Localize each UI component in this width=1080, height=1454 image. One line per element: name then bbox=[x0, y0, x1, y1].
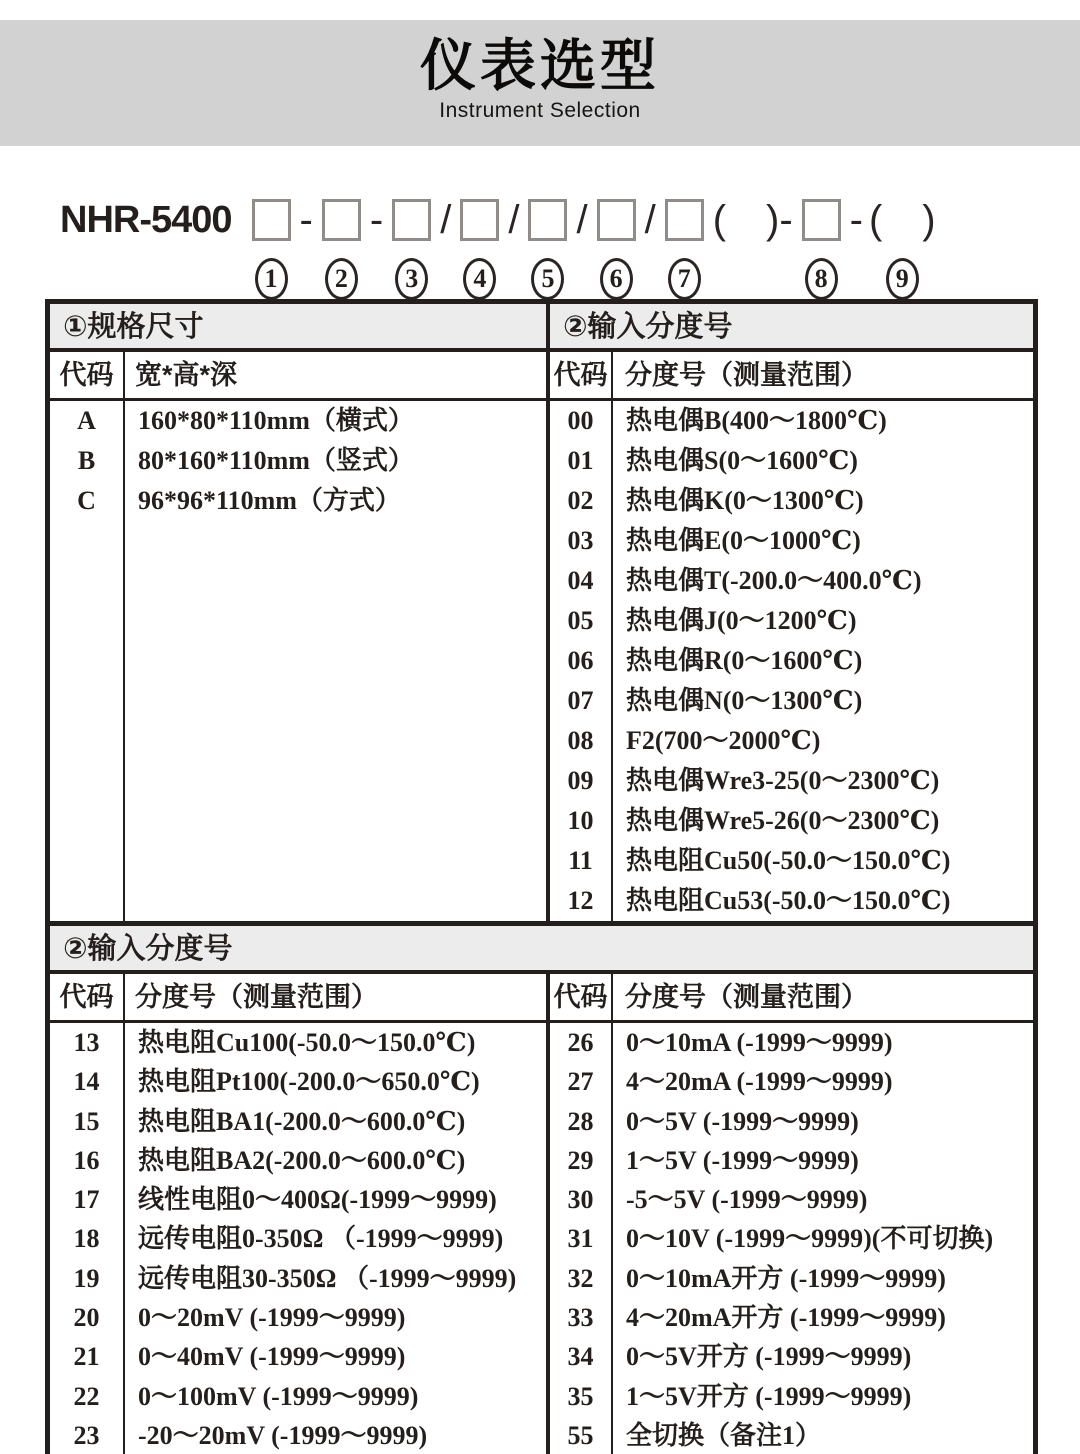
model-separator bbox=[847, 196, 866, 244]
code-cell: 16 bbox=[73, 1145, 100, 1175]
separator-glyph: - bbox=[369, 198, 384, 242]
desc-cell: 全切换（备注1） bbox=[626, 1420, 822, 1450]
model-field-4 bbox=[454, 196, 505, 300]
section1-input-header: ②输入分度号 bbox=[563, 311, 733, 343]
column-header-row bbox=[50, 352, 1033, 401]
code-cell: 30 bbox=[567, 1185, 594, 1215]
code-cell: 26 bbox=[567, 1028, 594, 1057]
code-cell: 08 bbox=[567, 726, 594, 755]
desc-cell: 0～10mA开方 (-1999～9999) bbox=[626, 1263, 946, 1293]
code-cell: 21 bbox=[73, 1342, 100, 1372]
model-field-8 bbox=[796, 196, 847, 300]
code-cell: 32 bbox=[567, 1263, 594, 1293]
desc-cell: 线性电阻0～400Ω(-1999～9999) bbox=[138, 1185, 497, 1215]
circled-number-9: 9 bbox=[886, 258, 919, 300]
desc-cell: 0～10mA (-1999～9999) bbox=[626, 1028, 893, 1057]
col-header-code: 代码 bbox=[550, 352, 613, 398]
desc-cell: 远传电阻0-350Ω （-1999～9999) bbox=[138, 1224, 504, 1254]
model-separator bbox=[710, 196, 796, 244]
table-body bbox=[50, 1023, 1033, 1454]
separator-glyph: - bbox=[849, 198, 863, 242]
code-cell: 01 bbox=[567, 446, 594, 475]
code-cell: A bbox=[77, 406, 96, 435]
model-field-7 bbox=[659, 196, 710, 300]
code-cell: 02 bbox=[567, 486, 594, 515]
circled-number-2: 2 bbox=[325, 258, 358, 300]
separator-glyph: / bbox=[440, 198, 452, 242]
desc-cell: -5～5V (-1999～9999) bbox=[626, 1185, 868, 1215]
desc-column bbox=[125, 401, 546, 922]
desc-cell: 96*96*110mm（方式） bbox=[138, 486, 401, 515]
desc-cell: 热电偶Wre3-25(0～2300℃) bbox=[626, 766, 940, 795]
code-cell: 15 bbox=[73, 1106, 100, 1136]
desc-cell: 0～10V (-1999～9999)(不可切换) bbox=[626, 1224, 994, 1254]
desc-cell: 热电阻Pt100(-200.0～650.0℃) bbox=[138, 1067, 480, 1097]
circled-number-5: 5 bbox=[531, 258, 564, 300]
title-banner bbox=[0, 20, 1080, 146]
col-header-code: 代码 bbox=[50, 352, 125, 398]
col-header-range: 分度号（测量范围） bbox=[125, 974, 550, 1020]
section2-input-header: ②输入分度号 bbox=[63, 933, 233, 965]
field-box bbox=[460, 199, 499, 241]
model-separator bbox=[367, 196, 386, 244]
code-cell: 09 bbox=[567, 766, 594, 795]
column-header-row bbox=[50, 974, 1033, 1023]
selection-table-top bbox=[45, 299, 1038, 927]
desc-cell: 热电阻Cu50(-50.0～150.0℃) bbox=[626, 846, 951, 875]
code-column bbox=[550, 1023, 613, 1454]
desc-cell: 热电偶J(0～1200℃) bbox=[626, 606, 857, 635]
model-separator bbox=[505, 196, 522, 244]
desc-cell: 热电偶S(0～1600℃) bbox=[626, 446, 858, 475]
page-title: 仪表选型 bbox=[420, 34, 660, 97]
desc-cell: 热电偶R(0～1600℃) bbox=[626, 646, 863, 675]
code-cell: 20 bbox=[73, 1303, 100, 1333]
spec-size-rows bbox=[50, 401, 550, 922]
field-box bbox=[665, 199, 704, 241]
code-cell: 28 bbox=[567, 1106, 594, 1136]
desc-cell: 热电偶Wre5-26(0～2300℃) bbox=[626, 806, 940, 835]
field-box bbox=[322, 199, 361, 241]
field-box bbox=[392, 199, 431, 241]
desc-cell: 热电阻Cu100(-50.0～150.0℃) bbox=[138, 1028, 476, 1057]
desc-cell: 热电偶T(-200.0～400.0℃) bbox=[626, 566, 922, 595]
desc-cell: 0～40mV (-1999～9999) bbox=[138, 1342, 406, 1372]
desc-cell: 热电阻BA1(-200.0～600.0℃) bbox=[138, 1106, 466, 1136]
model-code-line bbox=[60, 196, 939, 300]
desc-cell: 0～5V开方 (-1999～9999) bbox=[626, 1342, 912, 1372]
code-cell: 31 bbox=[567, 1224, 594, 1254]
page-subtitle: Instrument Selection bbox=[439, 99, 641, 123]
separator-glyph: / bbox=[576, 198, 588, 242]
model-prefix: NHR-5400 bbox=[60, 199, 232, 241]
col-header-code: 代码 bbox=[550, 974, 613, 1020]
model-separator bbox=[642, 196, 659, 244]
desc-cell: 远传电阻30-350Ω （-1999～9999) bbox=[138, 1263, 517, 1293]
code-cell: 00 bbox=[567, 406, 594, 435]
col-header-range: 分度号（测量范围） bbox=[625, 360, 868, 390]
code-cell: 03 bbox=[567, 526, 594, 555]
table-body bbox=[50, 401, 1033, 922]
model-paren-field bbox=[866, 196, 939, 300]
field-box bbox=[252, 199, 291, 241]
desc-cell: -20～20mV (-1999～9999) bbox=[138, 1420, 428, 1450]
desc-cell: 热电偶K(0～1300℃) bbox=[626, 486, 864, 515]
field-box bbox=[597, 199, 636, 241]
circled-number-1: 1 bbox=[255, 258, 288, 300]
code-cell: C bbox=[77, 486, 96, 515]
model-field-5 bbox=[522, 196, 573, 300]
code-cell: 23 bbox=[73, 1420, 100, 1450]
code-cell: B bbox=[77, 446, 96, 475]
field-box bbox=[802, 199, 841, 241]
paren-glyph: ( ) bbox=[868, 198, 936, 242]
model-separator bbox=[573, 196, 590, 244]
desc-cell: 80*160*110mm（竖式） bbox=[138, 446, 414, 475]
code-cell: 10 bbox=[567, 806, 594, 835]
model-separator bbox=[437, 196, 454, 244]
desc-cell: 1～5V (-1999～9999) bbox=[626, 1145, 859, 1175]
separator-glyph: / bbox=[508, 198, 520, 242]
desc-cell: 热电偶E(0～1000℃) bbox=[626, 526, 861, 555]
selection-table-bottom bbox=[45, 921, 1038, 1454]
circled-number-6: 6 bbox=[600, 258, 633, 300]
model-field-1 bbox=[246, 196, 297, 300]
code-cell: 33 bbox=[567, 1303, 594, 1333]
desc-cell: 热电阻Cu53(-50.0～150.0℃) bbox=[626, 886, 951, 915]
code-cell: 14 bbox=[73, 1067, 100, 1097]
desc-cell: 160*80*110mm（横式） bbox=[138, 406, 414, 435]
code-cell: 29 bbox=[567, 1145, 594, 1175]
circled-number-3: 3 bbox=[395, 258, 428, 300]
desc-column bbox=[613, 401, 1033, 922]
circled-number-4: 4 bbox=[463, 258, 496, 300]
code-cell: 55 bbox=[567, 1420, 594, 1450]
code-cell: 17 bbox=[73, 1185, 100, 1215]
section1-spec-header: ①规格尺寸 bbox=[50, 304, 550, 348]
code-cell: 13 bbox=[73, 1028, 100, 1057]
desc-cell: F2(700～2000℃) bbox=[626, 726, 821, 755]
code-cell: 06 bbox=[567, 646, 594, 675]
desc-column bbox=[613, 1023, 1033, 1454]
desc-cell: 0～5V (-1999～9999) bbox=[626, 1106, 859, 1136]
separator-glyph: - bbox=[299, 198, 313, 242]
code-column bbox=[50, 1023, 125, 1454]
code-cell: 12 bbox=[567, 886, 594, 915]
model-separator bbox=[297, 196, 316, 244]
col-header-code: 代码 bbox=[50, 974, 125, 1020]
circled-number-8: 8 bbox=[805, 258, 838, 300]
code-cell: 35 bbox=[567, 1381, 594, 1411]
desc-cell: 热电偶B(400～1800℃) bbox=[626, 406, 887, 435]
model-field-3 bbox=[386, 196, 437, 300]
code-cell: 19 bbox=[73, 1263, 100, 1293]
code-cell: 11 bbox=[568, 846, 593, 875]
desc-cell: 1～5V开方 (-1999～9999) bbox=[626, 1381, 912, 1411]
desc-cell: 热电阻BA2(-200.0～600.0℃) bbox=[138, 1145, 466, 1175]
col-header-range: 分度号（测量范围） bbox=[625, 982, 868, 1012]
desc-cell: 4～20mA (-1999～9999) bbox=[626, 1067, 893, 1097]
section-header-row bbox=[50, 304, 1033, 352]
code-cell: 05 bbox=[567, 606, 594, 635]
input-graduation-rows-top bbox=[550, 401, 1033, 922]
separator-glyph: / bbox=[644, 198, 656, 242]
code-cell: 18 bbox=[73, 1224, 100, 1254]
code-cell: 04 bbox=[567, 566, 594, 595]
desc-cell: 4～20mA开方 (-1999～9999) bbox=[626, 1303, 946, 1333]
input-graduation-rows-right bbox=[550, 1023, 1033, 1454]
code-cell: 07 bbox=[567, 686, 594, 715]
code-cell: 27 bbox=[567, 1067, 594, 1097]
code-column bbox=[550, 401, 613, 922]
code-cell: 34 bbox=[567, 1342, 594, 1372]
code-column bbox=[50, 401, 125, 922]
section-header-row bbox=[50, 926, 1033, 974]
desc-column bbox=[125, 1023, 546, 1454]
circled-number-7: 7 bbox=[668, 258, 701, 300]
model-field-2 bbox=[316, 196, 367, 300]
col-header-dimensions: 宽*高*深 bbox=[125, 352, 550, 398]
desc-cell: 0～20mV (-1999～9999) bbox=[138, 1303, 406, 1333]
input-graduation-rows-left bbox=[50, 1023, 550, 1454]
model-field-6 bbox=[591, 196, 642, 300]
code-cell: 22 bbox=[73, 1381, 100, 1411]
desc-cell: 0～100mV (-1999～9999) bbox=[138, 1381, 419, 1411]
field-box bbox=[528, 199, 567, 241]
desc-cell: 热电偶N(0～1300℃) bbox=[626, 686, 863, 715]
separator-glyph: ( )- bbox=[712, 198, 793, 242]
